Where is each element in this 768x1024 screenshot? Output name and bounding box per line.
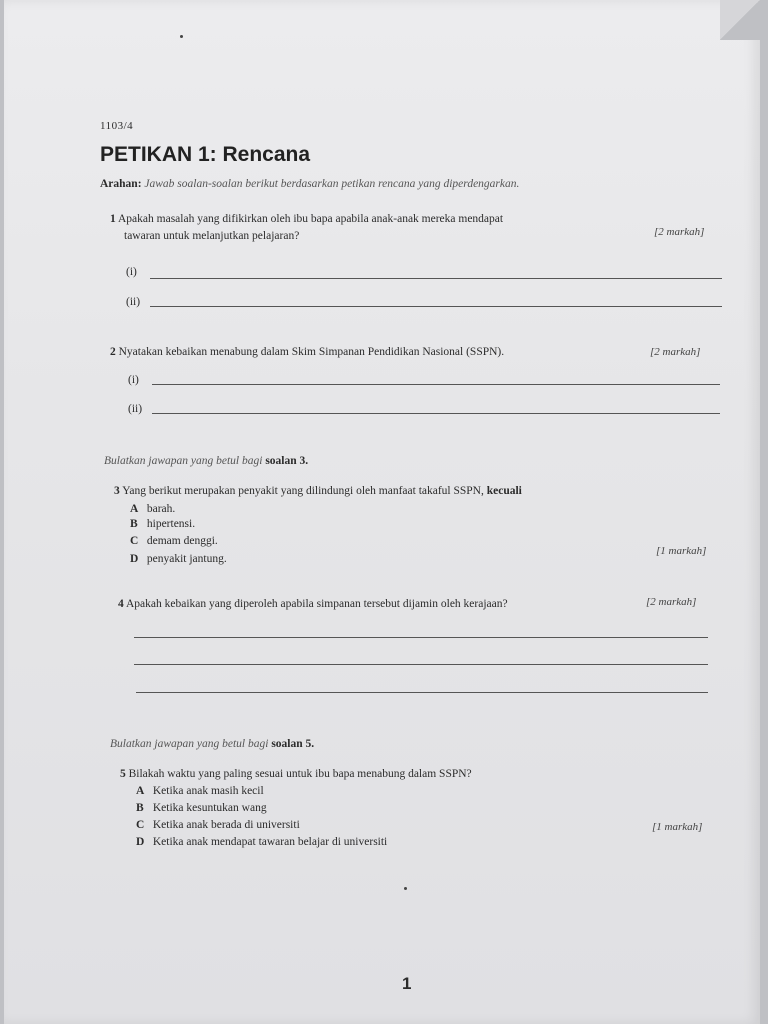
option-text: Ketika anak mendapat tawaran belajar di universiti bbox=[152, 836, 388, 848]
paper-code: 1103/4 bbox=[100, 120, 134, 132]
option-text: demam denggi. bbox=[146, 535, 218, 547]
question-4-answer-line-2[interactable] bbox=[134, 664, 708, 665]
question-4-answer-line-1[interactable] bbox=[134, 637, 708, 638]
question-1-marks: [2 markah] bbox=[654, 226, 705, 238]
question-5-option-b[interactable] bbox=[136, 802, 267, 814]
question-2-answer-line-1[interactable] bbox=[152, 384, 720, 385]
circle-instruction-5-text: Bulatkan jawapan yang betul bagi bbox=[110, 738, 269, 750]
question-2-marks: [2 markah] bbox=[650, 346, 701, 358]
option-letter: D bbox=[136, 836, 145, 848]
question-4-number: 4 bbox=[118, 598, 124, 610]
instruction-label: Arahan: bbox=[100, 178, 142, 190]
question-5-option-c[interactable] bbox=[136, 819, 300, 831]
question-1-answer-label-1: (i) bbox=[126, 266, 137, 278]
question-5-text: Bilakah waktu yang paling sesuai untuk ibu bapa menabung dalam SSPN? bbox=[128, 768, 472, 780]
speck bbox=[180, 35, 183, 38]
question-1-answer-line-2[interactable] bbox=[150, 306, 722, 307]
question-5-option-a[interactable] bbox=[136, 785, 264, 797]
question-2-number: 2 bbox=[110, 346, 116, 358]
option-text: hipertensi. bbox=[146, 518, 196, 530]
question-3-option-d[interactable] bbox=[130, 553, 227, 565]
option-letter: A bbox=[130, 503, 139, 515]
question-4 bbox=[118, 598, 508, 610]
circle-instruction-5 bbox=[110, 738, 314, 750]
option-text: Ketika anak masih kecil bbox=[152, 785, 264, 797]
question-3-bold: kecuali bbox=[486, 485, 522, 497]
question-3-option-c[interactable] bbox=[130, 535, 218, 547]
question-3-marks: [1 markah] bbox=[656, 545, 707, 557]
instruction bbox=[100, 178, 519, 190]
speck bbox=[404, 887, 407, 890]
page-title: PETIKAN 1: Rencana bbox=[100, 143, 311, 166]
question-3-text: Yang berikut merupakan penyakit yang dilindungi oleh manfaat takaful SSPN, bbox=[122, 485, 484, 497]
question-2-answer-label-1: (i) bbox=[128, 374, 139, 386]
circle-instruction-3 bbox=[104, 455, 308, 467]
question-3-option-a[interactable] bbox=[130, 503, 175, 515]
option-text: penyakit jantung. bbox=[146, 553, 227, 565]
option-letter: D bbox=[130, 553, 139, 565]
question-5-number: 5 bbox=[120, 768, 126, 780]
circle-instruction-3-text: Bulatkan jawapan yang betul bagi bbox=[104, 455, 263, 467]
question-2-answer-line-2[interactable] bbox=[152, 413, 720, 414]
question-5 bbox=[120, 768, 472, 780]
question-4-answer-line-3[interactable] bbox=[136, 692, 708, 693]
question-3-number: 3 bbox=[114, 485, 120, 497]
question-1-answer-line-1[interactable] bbox=[150, 278, 722, 279]
option-letter: C bbox=[130, 535, 139, 547]
instruction-text: Jawab soalan-soalan berikut berdasarkan petikan rencana yang diperdengarkan. bbox=[144, 178, 520, 190]
option-text: Ketika kesuntukan wang bbox=[152, 802, 267, 814]
question-1-text-line-2: tawaran untuk melanjutkan pelajaran? bbox=[124, 230, 300, 242]
question-5-option-d[interactable] bbox=[136, 836, 387, 848]
circle-instruction-5-bold: soalan 5. bbox=[271, 738, 315, 750]
question-3 bbox=[114, 485, 522, 497]
option-letter: B bbox=[130, 518, 138, 530]
exam-page bbox=[4, 0, 760, 1024]
page-corner bbox=[720, 0, 760, 40]
option-text: Ketika anak berada di universiti bbox=[152, 819, 300, 831]
question-4-text: Apakah kebaikan yang diperoleh apabila simpanan tersebut dijamin oleh kerajaan? bbox=[126, 598, 508, 610]
option-letter: C bbox=[136, 819, 145, 831]
option-letter: B bbox=[136, 802, 144, 814]
question-1-line-1 bbox=[110, 213, 503, 225]
question-5-marks: [1 markah] bbox=[652, 821, 703, 833]
page-number: 1 bbox=[402, 974, 412, 993]
question-2-answer-label-2: (ii) bbox=[128, 403, 143, 415]
question-3-option-b[interactable] bbox=[130, 518, 195, 530]
question-2 bbox=[110, 346, 504, 358]
question-1-answer-label-2: (ii) bbox=[126, 296, 141, 308]
question-4-marks: [2 markah] bbox=[646, 596, 697, 608]
question-2-text: Nyatakan kebaikan menabung dalam Skim Simpanan Pendidikan Nasional (SSPN). bbox=[118, 346, 505, 358]
option-letter: A bbox=[136, 785, 145, 797]
option-text: barah. bbox=[146, 503, 176, 515]
question-1-text-line-1: Apakah masalah yang difikirkan oleh ibu bapa apabila anak-anak mereka mendapat bbox=[118, 213, 504, 225]
question-1-number: 1 bbox=[110, 213, 116, 225]
circle-instruction-3-bold: soalan 3. bbox=[265, 455, 309, 467]
